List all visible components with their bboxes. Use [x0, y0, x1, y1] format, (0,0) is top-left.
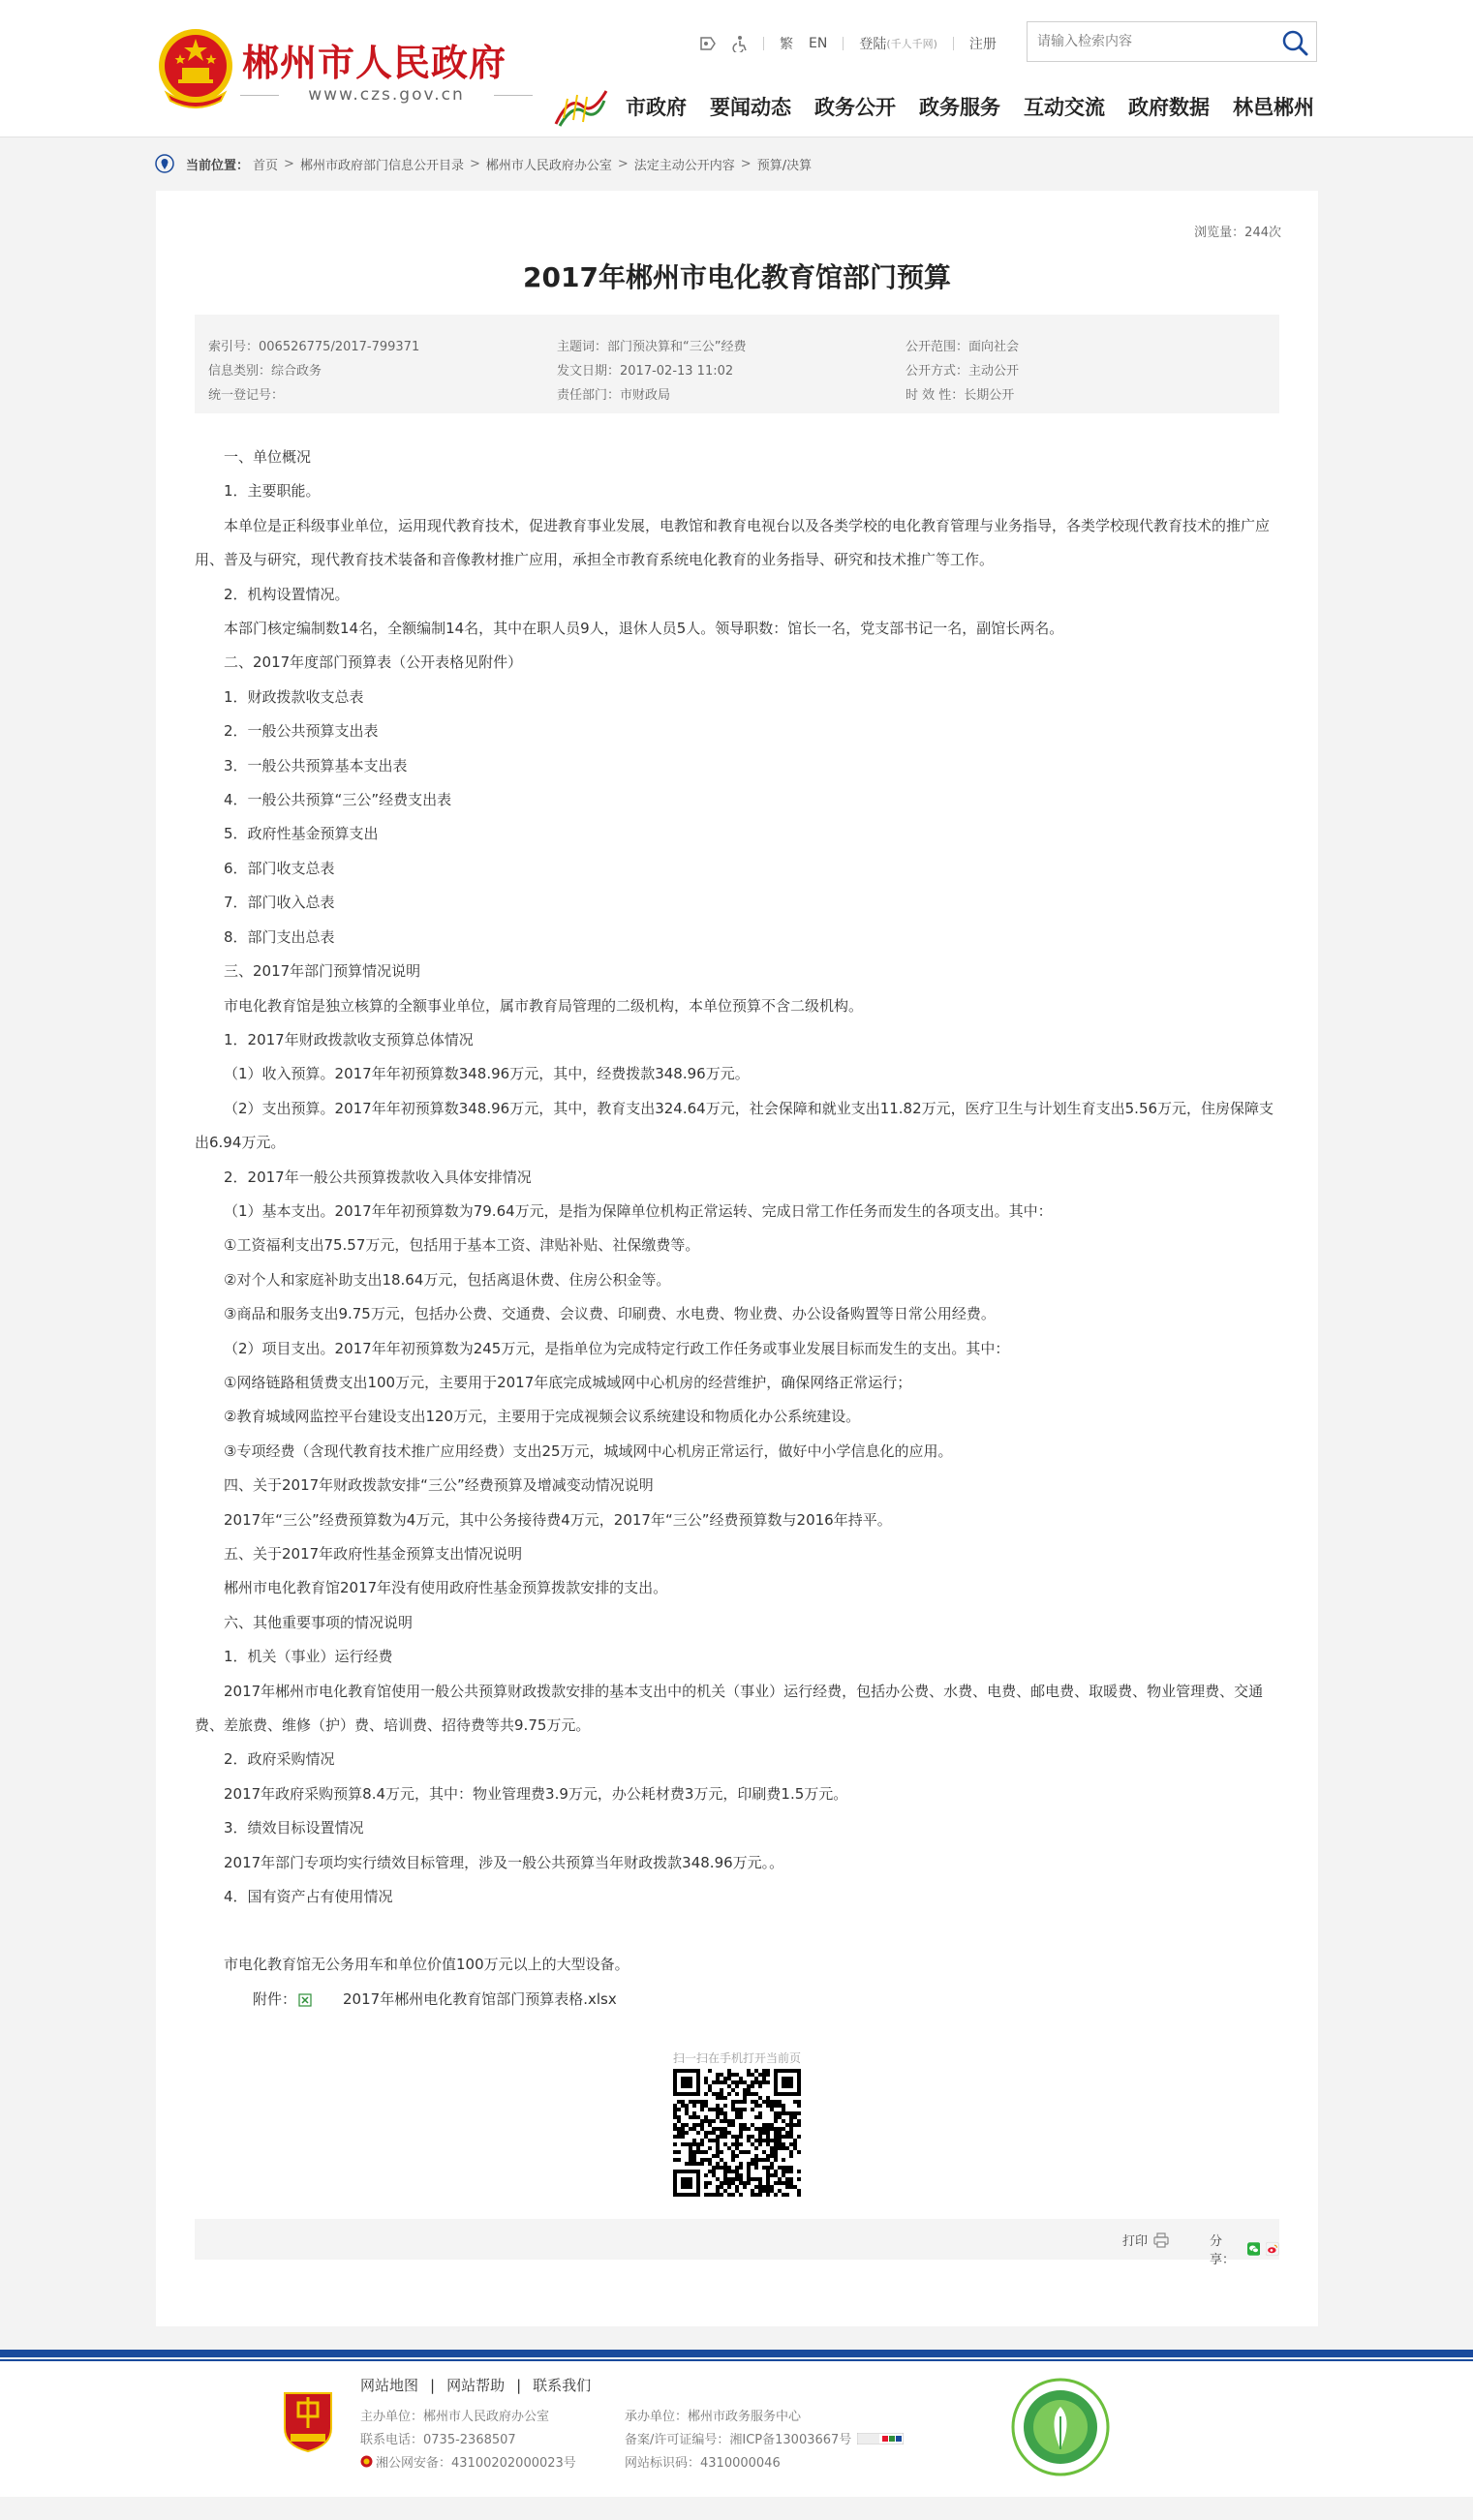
breadcrumb-separator: >: [284, 156, 294, 171]
article-paragraph: 2017年政府采购预算8.4万元，其中：物业管理费3.9万元，办公耗材费3万元，印刷费1.5万元。: [224, 1784, 848, 1803]
party-government-badge-icon[interactable]: [281, 2389, 335, 2453]
site-name: 郴州市人民政府: [242, 42, 507, 84]
site-domain: www.czs.gov.cn: [246, 85, 527, 105]
article-paragraph: 2．一般公共预算支出表: [224, 722, 379, 741]
location-pin-icon: [155, 154, 174, 173]
footer-organizer: 承办单位：郴州市政务服务中心: [625, 2410, 802, 2424]
article-paragraphs: [195, 440, 1279, 1914]
footer-divider: [0, 2350, 1473, 2357]
article-paragraph: 3．绩效目标设置情况: [224, 1819, 364, 1837]
article-paragraph: 六、其他重要事项的情况说明: [224, 1613, 414, 1631]
meta-index-no: 索引号：006526775/2017-799371: [208, 340, 420, 354]
breadcrumb: [155, 153, 812, 174]
spacer: [195, 1914, 1279, 1948]
article-paragraph: 4．一般公共预算“三公”经费支出表: [224, 791, 452, 809]
separator: [953, 37, 954, 50]
nav-item-city-government[interactable]: 市政府: [626, 96, 687, 119]
nav-item-government-services[interactable]: 政务服务: [919, 96, 1000, 119]
article-paragraph: 一、单位概况: [224, 448, 312, 466]
share-label: 分享：: [1210, 2234, 1236, 2267]
article-paragraph: （1）基本支出。2017年年初预算数为79.64万元，是指为保障单位机构正常运转、完成日常工作任务而发生的各项支出。其中：: [224, 1201, 1053, 1220]
meta-subject: 主题词：部门预决算和“三公”经费: [557, 340, 747, 354]
footer-link-sitemap[interactable]: 网站地图: [360, 2377, 419, 2394]
national-emblem-icon: [157, 25, 234, 108]
article-paragraph: 5．政府性基金预算支出: [224, 825, 379, 843]
article-title: 2017年郴州市电化教育馆部门预算: [523, 261, 951, 293]
article-closing: 市电化教育馆无公务用车和单位价值100万元以上的大型设备。: [224, 1956, 629, 1974]
footer-icp: [625, 2429, 904, 2447]
separator: [843, 37, 844, 50]
article-paragraph: 6．部门收支总表: [224, 859, 335, 877]
breadcrumb-separator: >: [740, 156, 752, 171]
article-paragraph: 3．一般公共预算基本支出表: [224, 756, 408, 774]
printer-icon: [1153, 2232, 1169, 2248]
breadcrumb-separator: >: [469, 156, 480, 171]
police-badge-icon: [360, 2455, 373, 2468]
article-paragraph: 本单位是正科级事业单位，运用现代教育技术，促进教育事业发展，电教馆和教育电视台以及各类学校的电化教育管理与业务指导，各类学校现代教育技术的推广应用、普及与研究，现代教育技术装备和音像教材推广应用，承担全市教育系统电化教育的业务指导、研究和技术推广等工作。: [195, 516, 1271, 569]
breadcrumb-catalog[interactable]: 郴州市政府部门信息公开目录: [299, 158, 464, 173]
article-paragraph: 8．部门支出总表: [224, 927, 335, 946]
article-paragraph: 三、2017年部门预算情况说明: [224, 962, 421, 981]
breadcrumb-budget[interactable]: 预算/决算: [756, 158, 813, 173]
meta-department: 责任部门：市财政局: [557, 388, 671, 403]
print-button[interactable]: [1122, 2231, 1169, 2249]
breadcrumb-office[interactable]: 郴州市人民政府办公室: [485, 158, 612, 173]
attachment-line: [195, 1983, 1279, 2017]
meta-method: 公开方式：主动公开: [905, 364, 1020, 379]
excel-file-icon: [298, 1993, 312, 2007]
nav-item-news[interactable]: 要闻动态: [710, 96, 791, 119]
site-logo[interactable]: [157, 25, 535, 112]
article-paragraph: 1．财政拨款收支总表: [224, 687, 364, 706]
search-input[interactable]: [1037, 22, 1270, 61]
separator: |: [516, 2377, 522, 2394]
article-paragraph: 2017年郴州市电化教育馆使用一般公共预算财政拨款安排的基本支出中的机关（事业）运行经费，包括办公费、水费、电费、邮电费、取暖费、物业管理费、交通费、差旅费、维修（护）费、培训费、招待费等共9.75万元。: [195, 1682, 1264, 1735]
article-paragraph: 2017年部门专项均实行绩效目标管理，涉及一般公共预算当年财政拨款348.96万元。。: [224, 1853, 784, 1871]
nav-item-government-affairs-disclosure[interactable]: 政务公开: [814, 96, 896, 119]
footer-sponsor: 主办单位：郴州市人民政府办公室: [360, 2410, 550, 2424]
separator: |: [430, 2377, 436, 2394]
article-paragraph: ③专项经费（含现代教育技术推广应用经费）支出25万元，城域网中心机房正常运行，做好中小学信息化的应用。: [224, 1442, 953, 1460]
attachment: [224, 1983, 617, 2017]
article-paragraph: 本部门核定编制数14名，全额编制14名，其中在职人员9人，退休人员5人。领导职数：馆长一名，党支部书记一名，副馆长两名。: [224, 620, 1064, 638]
qr-caption: 扫一扫在手机打开当前页: [672, 2051, 801, 2065]
meta-unified-no: 统一登记号：: [208, 388, 285, 403]
footer-phone: 联系电话：0735-2368507: [360, 2433, 516, 2447]
nav-item-interaction[interactable]: 互动交流: [1024, 96, 1105, 119]
site-header: [0, 0, 1473, 137]
article-card: [156, 191, 1318, 2326]
article-paragraph: 1．2017年财政拨款收支预算总体情况: [224, 1030, 474, 1048]
article-paragraph: 2．2017年一般公共预算拨款收入具体安排情况: [224, 1168, 532, 1186]
nav-item-linyi-chenzhou[interactable]: 林邑郴州: [1233, 96, 1314, 119]
accessibility-reading-icon[interactable]: [699, 36, 717, 51]
separator: [763, 37, 764, 50]
top-utility-bar: [699, 33, 1012, 54]
search-box: [1027, 21, 1317, 62]
article-paragraph: （2）项目支出。2017年年初预算数为245万元，是指单位为完成特定行政工作任务或事业发展目标而发生的支出。其中：: [224, 1339, 1010, 1357]
breadcrumb-label: 当前位置：: [186, 158, 250, 173]
article-meta-box: [195, 315, 1279, 413]
nav-decoration-icon: [554, 85, 608, 128]
article-body: [195, 440, 1279, 2017]
footer-police-text[interactable]: 湘公网安备：43100202000023号: [376, 2456, 576, 2471]
article-paragraph: 五、关于2017年政府性基金预算支出情况说明: [224, 1545, 523, 1563]
meta-category: 信息类别：综合政务: [208, 364, 322, 379]
article-paragraph: ③商品和服务支出9.75万元，包括办公费、交通费、会议费、印刷费、水电费、物业费、办公设备购置等日常公用经费。: [224, 1305, 996, 1323]
traditional-chinese-link[interactable]: 繁: [780, 37, 793, 52]
breadcrumb-separator: >: [617, 156, 629, 171]
article-paragraph: 郴州市电化教育馆2017年没有使用政府性基金预算拨款安排的支出。: [224, 1579, 668, 1597]
login-label: 登陆: [859, 37, 887, 52]
footer-icp-text[interactable]: 备案/许可证编号：湘ICP备13003667号: [625, 2433, 852, 2447]
login-note: (千人千网): [886, 38, 937, 50]
article-paragraph: 1．机关（事业）运行经费: [224, 1648, 393, 1666]
main-nav: [554, 85, 1314, 128]
weibo-icon[interactable]: [1266, 2241, 1279, 2257]
view-count: 浏览量：244次: [1194, 226, 1281, 240]
article-paragraph: 2．机构设置情况。: [224, 585, 350, 603]
cnzz-stat-icon[interactable]: [857, 2433, 904, 2444]
nav-item-government-data[interactable]: 政府数据: [1128, 96, 1210, 119]
article-paragraph: ②对个人和家庭补助支出18.64万元，包括离退休费、住房公积金等。: [224, 1270, 671, 1289]
footer-link-contact[interactable]: 联系我们: [533, 2377, 592, 2394]
footer-link-help[interactable]: 网站帮助: [446, 2377, 506, 2394]
article-paragraph: 二、2017年度部门预算表（公开表格见附件）: [224, 653, 523, 672]
meta-validity: 时 效 性：长期公开: [905, 388, 1015, 403]
login-link[interactable]: [859, 34, 937, 53]
article-paragraph: 1．主要职能。: [224, 482, 321, 501]
article-paragraph: （2）支出预算。2017年年初预算数348.96万元，其中，教育支出324.64万元，社会保障和就业支出11.82万元，医疗卫生与计划生育支出5.56万元，住房保障支出6.94万元。: [195, 1099, 1274, 1152]
article-paragraph: 2017年“三公”经费预算数为4万元，其中公务接待费4万元，2017年“三公”经费预算数与2016年持平。: [224, 1510, 892, 1529]
article-paragraph: 2．政府采购情况: [224, 1750, 335, 1769]
breadcrumb-home[interactable]: 首页: [253, 158, 279, 173]
english-link[interactable]: EN: [809, 36, 828, 51]
accessibility-icon[interactable]: [732, 35, 748, 52]
article-toolbar: [195, 2219, 1279, 2267]
meta-publish-date: 发文日期：2017-02-13 11:02: [557, 364, 734, 379]
meta-scope: 公开范围：面向社会: [905, 340, 1020, 354]
article-paragraph: 7．部门收入总表: [224, 894, 335, 912]
footer-links: [360, 2375, 591, 2395]
register-link[interactable]: 注册: [968, 37, 997, 52]
article-paragraph: （1）收入预算。2017年年初预算数348.96万元，其中，经费拨款348.96万元。: [224, 1065, 750, 1083]
wechat-icon[interactable]: [1247, 2241, 1261, 2257]
attachment-label: 附件：: [253, 1989, 297, 2008]
article-paragraph: 4．国有资产占有使用情况: [224, 1888, 393, 1906]
qr-code-icon: [673, 2069, 801, 2197]
article-paragraph: 四、关于2017年财政拨款安排“三公”经费预算及增减变动情况说明: [224, 1476, 654, 1495]
print-label: 打印: [1122, 2234, 1149, 2249]
article-paragraph: ①工资福利支出75.57万元，包括用于基本工资、津贴补贴、社保缴费等。: [224, 1236, 700, 1255]
search-icon[interactable]: [1281, 29, 1308, 56]
article-paragraph: ②教育城域网监控平台建设支出120万元，主要用于完成视频会议系统建设和物质化办公系统建设。: [224, 1408, 861, 1426]
footer-site-code: 网站标识码：4310000046: [625, 2456, 781, 2471]
share-group: [1210, 2231, 1279, 2267]
footer-police-record: [360, 2452, 576, 2471]
article-paragraph: 市电化教育馆是独立核算的全额事业单位，属市教育局管理的二级机构，本单位预算不含二级机构。: [224, 996, 864, 1015]
civilization-badge-icon[interactable]: [1011, 2378, 1110, 2476]
article-paragraph: ①网络链路租赁费支出100万元，主要用于2017年底完成城域网中心机房的经营维护，确保网络正常运行；: [224, 1373, 912, 1391]
attachment-file-link[interactable]: 2017年郴州电化教育馆部门预算表格.xlsx: [343, 1989, 617, 2008]
breadcrumb-disclosure-content[interactable]: 法定主动公开内容: [633, 158, 735, 173]
